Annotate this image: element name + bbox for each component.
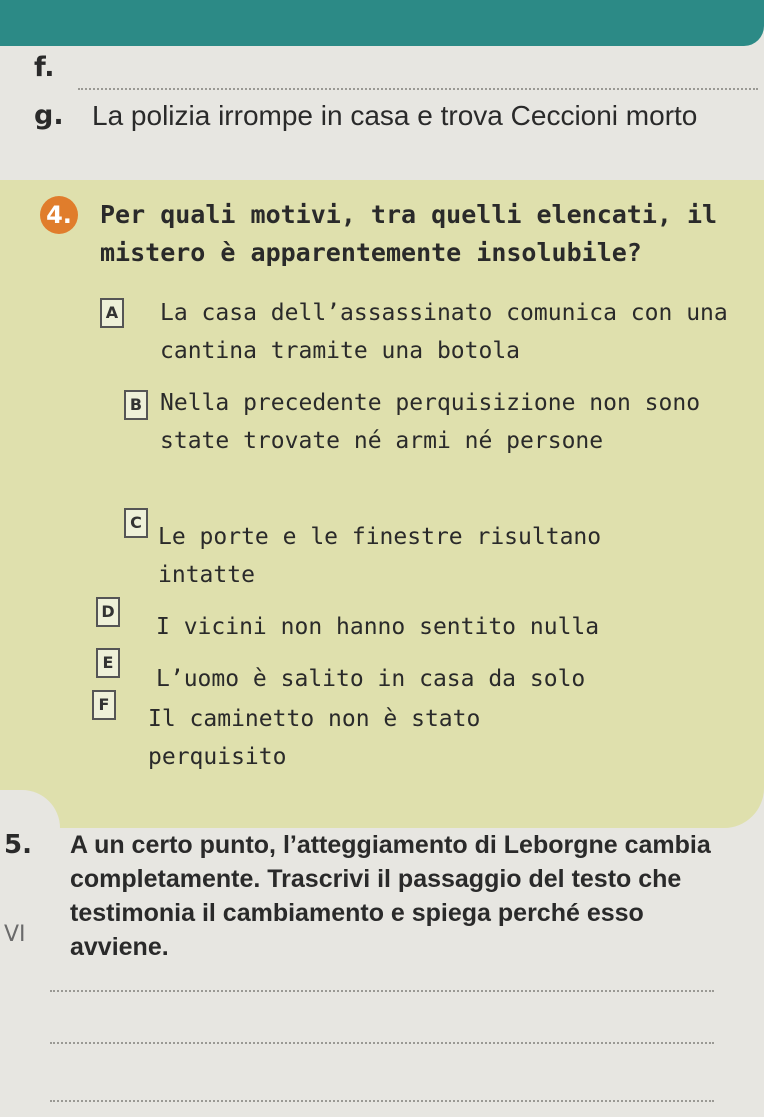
answer-line-f[interactable] (78, 88, 758, 90)
question-4-number-badge: 4. (40, 196, 78, 234)
option-e-text: L’uomo è salito in casa da solo (156, 666, 586, 692)
option-d-checkbox[interactable]: D (96, 597, 120, 627)
option-f-checkbox[interactable]: F (92, 690, 116, 720)
option-c-text: Le porte e le finestre risultano intatte (158, 524, 602, 588)
option-a-text: La casa dell’assassinato comunica con una cantina tramite una botola (160, 300, 728, 364)
question-5-text: A un certo punto, l’atteggiamento di Leborgne cambia completamente. Trascrivi il passaggio del testo che testimonia il cambiamento e spiega perché esso avviene. (70, 831, 711, 961)
answer-line-2[interactable] (50, 1042, 714, 1044)
item-g-label: g. (34, 100, 64, 131)
question-4-title: Per quali motivi, tra quelli elencati, il mistero è apparentemente insolubile? (100, 200, 718, 267)
option-c-checkbox[interactable]: C (124, 508, 148, 538)
option-e-checkbox[interactable]: E (96, 648, 120, 678)
answer-line-1[interactable] (50, 990, 714, 992)
margin-mark: VI (4, 922, 26, 947)
option-d-text: I vicini non hanno sentito nulla (156, 614, 600, 640)
top-color-band (0, 0, 764, 46)
item-f-label: f. (34, 52, 55, 83)
option-a-checkbox[interactable]: A (100, 298, 124, 328)
option-b-text: Nella precedente perquisizione non sono state trovate né armi né persone (160, 390, 701, 454)
option-b-checkbox[interactable]: B (124, 390, 148, 420)
option-f-text: Il caminetto non è stato perquisito (148, 706, 481, 770)
item-g-text: La polizia irrompe in casa e trova Ceccioni morto (92, 100, 698, 131)
question-5-number: 5. (4, 830, 32, 860)
answer-line-3[interactable] (50, 1100, 714, 1102)
